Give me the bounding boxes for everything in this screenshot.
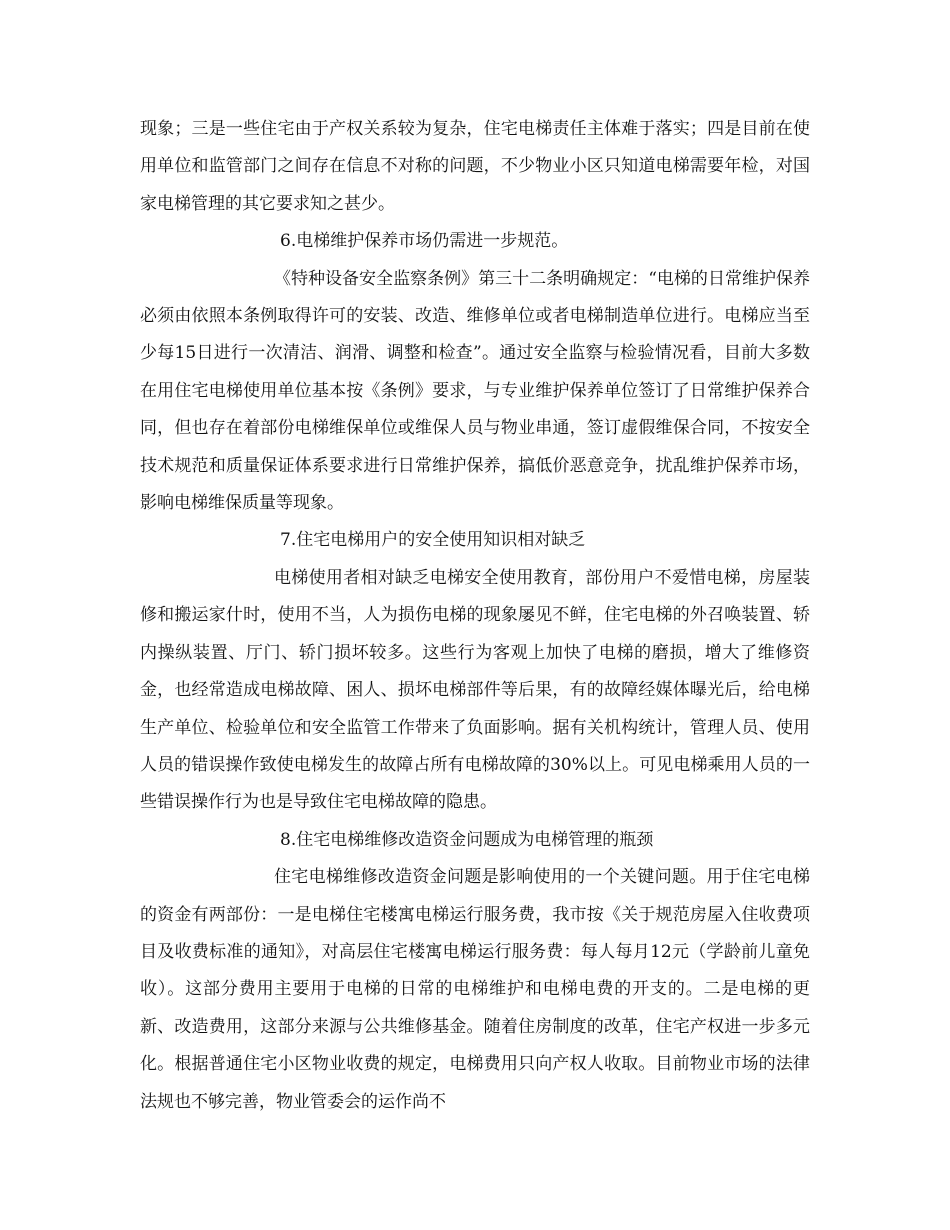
paragraph-user-knowledge: 电梯使用者相对缺乏电梯安全使用教育，部份用户不爱惜电梯，房屋装修和搬运家什时，使用不当，人为损伤电梯的现象屡见不鲜，住宅电梯的外召唤装置、轿内操纵装置、厅门、轿门损坏较多。这些行为客观上加快了电梯的磨损，增大了维修资金，也经常造成电梯故障、困人、损坏电梯部件等后果，有的故障经媒体曝光后，给电梯生产单位、检验单位和安全监管工作带来了负面影响。据有关机构统计，管理人员、使用人员的错误操作致使电梯发生的故障占所有电梯故障的30%以上。可见电梯乘用人员的一些错误操作行为也是导致住宅电梯故障的隐患。: [140, 567, 810, 813]
paragraph-maintenance: 《特种设备安全监察条例》第三十二条明确规定：“电梯的日常维护保养必须由依照本条例取得许可的安装、改造、维修单位或者电梯制造单位进行。电梯应当至少每15日进行一次清洁、润滑、调整和检查”。通过安全监察与检验情况看，目前大多数在用住宅电梯使用单位基本按《条例》要求，与专业维护保养单位签订了日常维护保养合同，但也存在着部份电梯维保单位或维保人员与物业串通，签订虚假维保合同，不按安全技术规范和质量保证体系要求进行日常维护保养，搞低价恶意竞争，扰乱维护保养市场，影响电梯维保质量等现象。: [140, 268, 810, 514]
section-heading-6: 6.电梯维护保养市场仍需进一步规范。: [280, 231, 569, 252]
paragraph-continuation: 现象；三是一些住宅由于产权关系较为复杂，住宅电梯责任主体难于落实；四是目前在使用单位和监管部门之间存在信息不对称的问题，不少物业小区只知道电梯需要年检，对国家电梯管理的其它要求知之甚少。: [140, 119, 810, 214]
section-heading-7: 7.住宅电梯用户的安全使用知识相对缺乏: [280, 530, 586, 551]
paragraph-funding: 住宅电梯维修改造资金问题是影响使用的一个关键问题。用于住宅电梯的资金有两部份：一是电梯住宅楼寓电梯运行服务费，我市按《关于规范房屋入住收费项目及收费标准的通知》，对高层住宅楼寓电梯运行服务费：每人每月12元（学龄前儿童免收）。这部分费用主要用于电梯的日常的电梯维护和电梯电费的开支的。二是电梯的更新、改造费用，这部分来源与公共维修基金。随着住房制度的改革，住宅产权进一步多元化。根据普通住宅小区物业收费的规定，电梯费用只向产权人收取。目前物业市场的法律法规也不够完善，物业管委会的运作尚不: [140, 867, 810, 1112]
section-heading-8: 8.住宅电梯维修改造资金问题成为电梯管理的瓶颈: [280, 829, 654, 850]
document-body: [140, 111, 810, 1121]
